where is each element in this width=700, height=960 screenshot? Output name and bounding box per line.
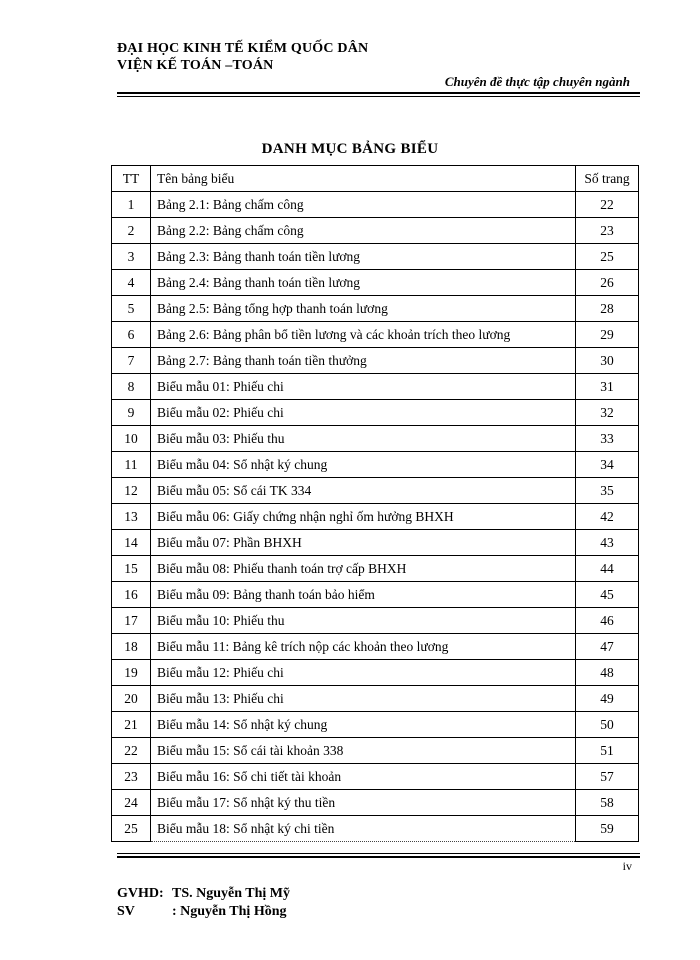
row-title: Biểu mẫu 11: Bảng kê trích nộp các khoản theo lương <box>151 634 576 660</box>
table-row <box>112 270 639 296</box>
row-title: Biểu mẫu 04: Sổ nhật ký chung <box>151 452 576 478</box>
row-number: 11 <box>112 452 151 478</box>
row-number: 25 <box>112 816 151 842</box>
row-page: 31 <box>576 374 639 400</box>
student-line <box>117 903 290 921</box>
row-number: 5 <box>112 296 151 322</box>
table-row <box>112 400 639 426</box>
row-title: Bảng 2.4: Bảng thanh toán tiền lương <box>151 270 576 296</box>
row-number: 24 <box>112 790 151 816</box>
table-row <box>112 582 639 608</box>
row-title: Biểu mẫu 09: Bảng thanh toán bảo hiểm <box>151 582 576 608</box>
row-number: 1 <box>112 192 151 218</box>
signature-block <box>117 885 290 921</box>
row-title: Biểu mẫu 12: Phiếu chi <box>151 660 576 686</box>
table-row <box>112 634 639 660</box>
row-page: 59 <box>576 816 639 842</box>
supervisor-name: TS. Nguyễn Thị Mỹ <box>172 886 290 901</box>
row-number: 14 <box>112 530 151 556</box>
table-of-tables <box>111 165 639 842</box>
footer-rule-thin <box>117 853 640 854</box>
row-title: Biểu mẫu 03: Phiếu thu <box>151 426 576 452</box>
row-page: 57 <box>576 764 639 790</box>
table-row <box>112 504 639 530</box>
table-row <box>112 244 639 270</box>
table-row <box>112 218 639 244</box>
student-label: SV <box>117 904 135 919</box>
row-number: 20 <box>112 686 151 712</box>
table-row <box>112 452 639 478</box>
row-page: 30 <box>576 348 639 374</box>
row-page: 44 <box>576 556 639 582</box>
row-number: 16 <box>112 582 151 608</box>
header-institute: VIỆN KẾ TOÁN –TOÁN <box>117 58 274 73</box>
header-institution <box>117 40 368 74</box>
row-number: 23 <box>112 764 151 790</box>
row-page: 50 <box>576 712 639 738</box>
row-page: 42 <box>576 504 639 530</box>
row-number: 8 <box>112 374 151 400</box>
row-title: Biểu mẫu 02: Phiếu chi <box>151 400 576 426</box>
row-number: 19 <box>112 660 151 686</box>
table-row <box>112 296 639 322</box>
header-tt: TT <box>112 166 151 192</box>
table-row <box>112 426 639 452</box>
row-title: Biểu mẫu 08: Phiếu thanh toán trợ cấp BHXH <box>151 556 576 582</box>
row-page: 33 <box>576 426 639 452</box>
row-number: 10 <box>112 426 151 452</box>
row-title: Biểu mẫu 18: Sổ nhật ký chi tiền <box>151 816 576 842</box>
student-name: : Nguyễn Thị Hồng <box>172 904 287 919</box>
table-body <box>112 192 639 842</box>
table-row <box>112 556 639 582</box>
row-page: 46 <box>576 608 639 634</box>
row-title: Biểu mẫu 10: Phiếu thu <box>151 608 576 634</box>
row-page: 22 <box>576 192 639 218</box>
row-title: Biểu mẫu 05: Sổ cái TK 334 <box>151 478 576 504</box>
footer-rule-thick <box>117 856 640 858</box>
row-page: 48 <box>576 660 639 686</box>
table-row <box>112 686 639 712</box>
row-number: 2 <box>112 218 151 244</box>
row-number: 22 <box>112 738 151 764</box>
row-title: Bảng 2.6: Bảng phân bổ tiền lương và các khoản trích theo lương <box>151 322 576 348</box>
row-page: 25 <box>576 244 639 270</box>
row-title: Biểu mẫu 17: Sổ nhật ký thu tiền <box>151 790 576 816</box>
header-document-type: Chuyên đề thực tập chuyên ngành <box>444 74 630 89</box>
row-number: 4 <box>112 270 151 296</box>
row-page: 29 <box>576 322 639 348</box>
table-header-row <box>112 166 639 192</box>
row-number: 6 <box>112 322 151 348</box>
row-title: Bảng 2.5: Bảng tổng hợp thanh toán lương <box>151 296 576 322</box>
table-row <box>112 348 639 374</box>
table-row <box>112 530 639 556</box>
row-title: Bảng 2.1: Bảng chấm công <box>151 192 576 218</box>
row-page: 51 <box>576 738 639 764</box>
table-row <box>112 374 639 400</box>
supervisor-line <box>117 885 290 903</box>
row-number: 21 <box>112 712 151 738</box>
table-row <box>112 322 639 348</box>
table-row <box>112 192 639 218</box>
row-page: 43 <box>576 530 639 556</box>
table-row <box>112 712 639 738</box>
table-row <box>112 790 639 816</box>
row-number: 18 <box>112 634 151 660</box>
row-number: 12 <box>112 478 151 504</box>
table-row <box>112 478 639 504</box>
row-page: 45 <box>576 582 639 608</box>
page-number: iv <box>622 859 632 873</box>
row-title: Biểu mẫu 14: Sổ nhật ký chung <box>151 712 576 738</box>
header-rule-thin <box>117 96 640 97</box>
row-page: 26 <box>576 270 639 296</box>
row-page: 35 <box>576 478 639 504</box>
row-page: 49 <box>576 686 639 712</box>
row-number: 3 <box>112 244 151 270</box>
row-number: 17 <box>112 608 151 634</box>
header-university: ĐẠI HỌC KINH TẾ KIỂM QUỐC DÂN <box>117 41 369 56</box>
row-page: 28 <box>576 296 639 322</box>
page-title: DANH MỤC BẢNG BIỂU <box>261 141 439 157</box>
row-page: 58 <box>576 790 639 816</box>
row-number: 7 <box>112 348 151 374</box>
row-number: 15 <box>112 556 151 582</box>
row-page: 32 <box>576 400 639 426</box>
row-title: Biểu mẫu 06: Giấy chứng nhận nghỉ ốm hưởng BHXH <box>151 504 576 530</box>
supervisor-label: GVHD: <box>117 886 164 901</box>
table-row <box>112 816 639 842</box>
row-title: Biểu mẫu 13: Phiếu chi <box>151 686 576 712</box>
row-page: 34 <box>576 452 639 478</box>
header-name: Tên bảng biểu <box>151 166 576 192</box>
row-page: 23 <box>576 218 639 244</box>
row-number: 13 <box>112 504 151 530</box>
row-title: Biểu mẫu 01: Phiếu chi <box>151 374 576 400</box>
row-title: Bảng 2.7: Bảng thanh toán tiền thưởng <box>151 348 576 374</box>
header-rule-thick <box>117 92 640 94</box>
table-row <box>112 660 639 686</box>
header-page: Số trang <box>576 166 639 192</box>
row-number: 9 <box>112 400 151 426</box>
table-row <box>112 608 639 634</box>
row-title: Biểu mẫu 16: Sổ chi tiết tài khoản <box>151 764 576 790</box>
table-row <box>112 764 639 790</box>
row-title: Biểu mẫu 15: Sổ cái tài khoản 338 <box>151 738 576 764</box>
row-page: 47 <box>576 634 639 660</box>
table-row <box>112 738 639 764</box>
row-title: Bảng 2.3: Bảng thanh toán tiền lương <box>151 244 576 270</box>
row-title: Bảng 2.2: Bảng chấm công <box>151 218 576 244</box>
row-title: Biểu mẫu 07: Phần BHXH <box>151 530 576 556</box>
